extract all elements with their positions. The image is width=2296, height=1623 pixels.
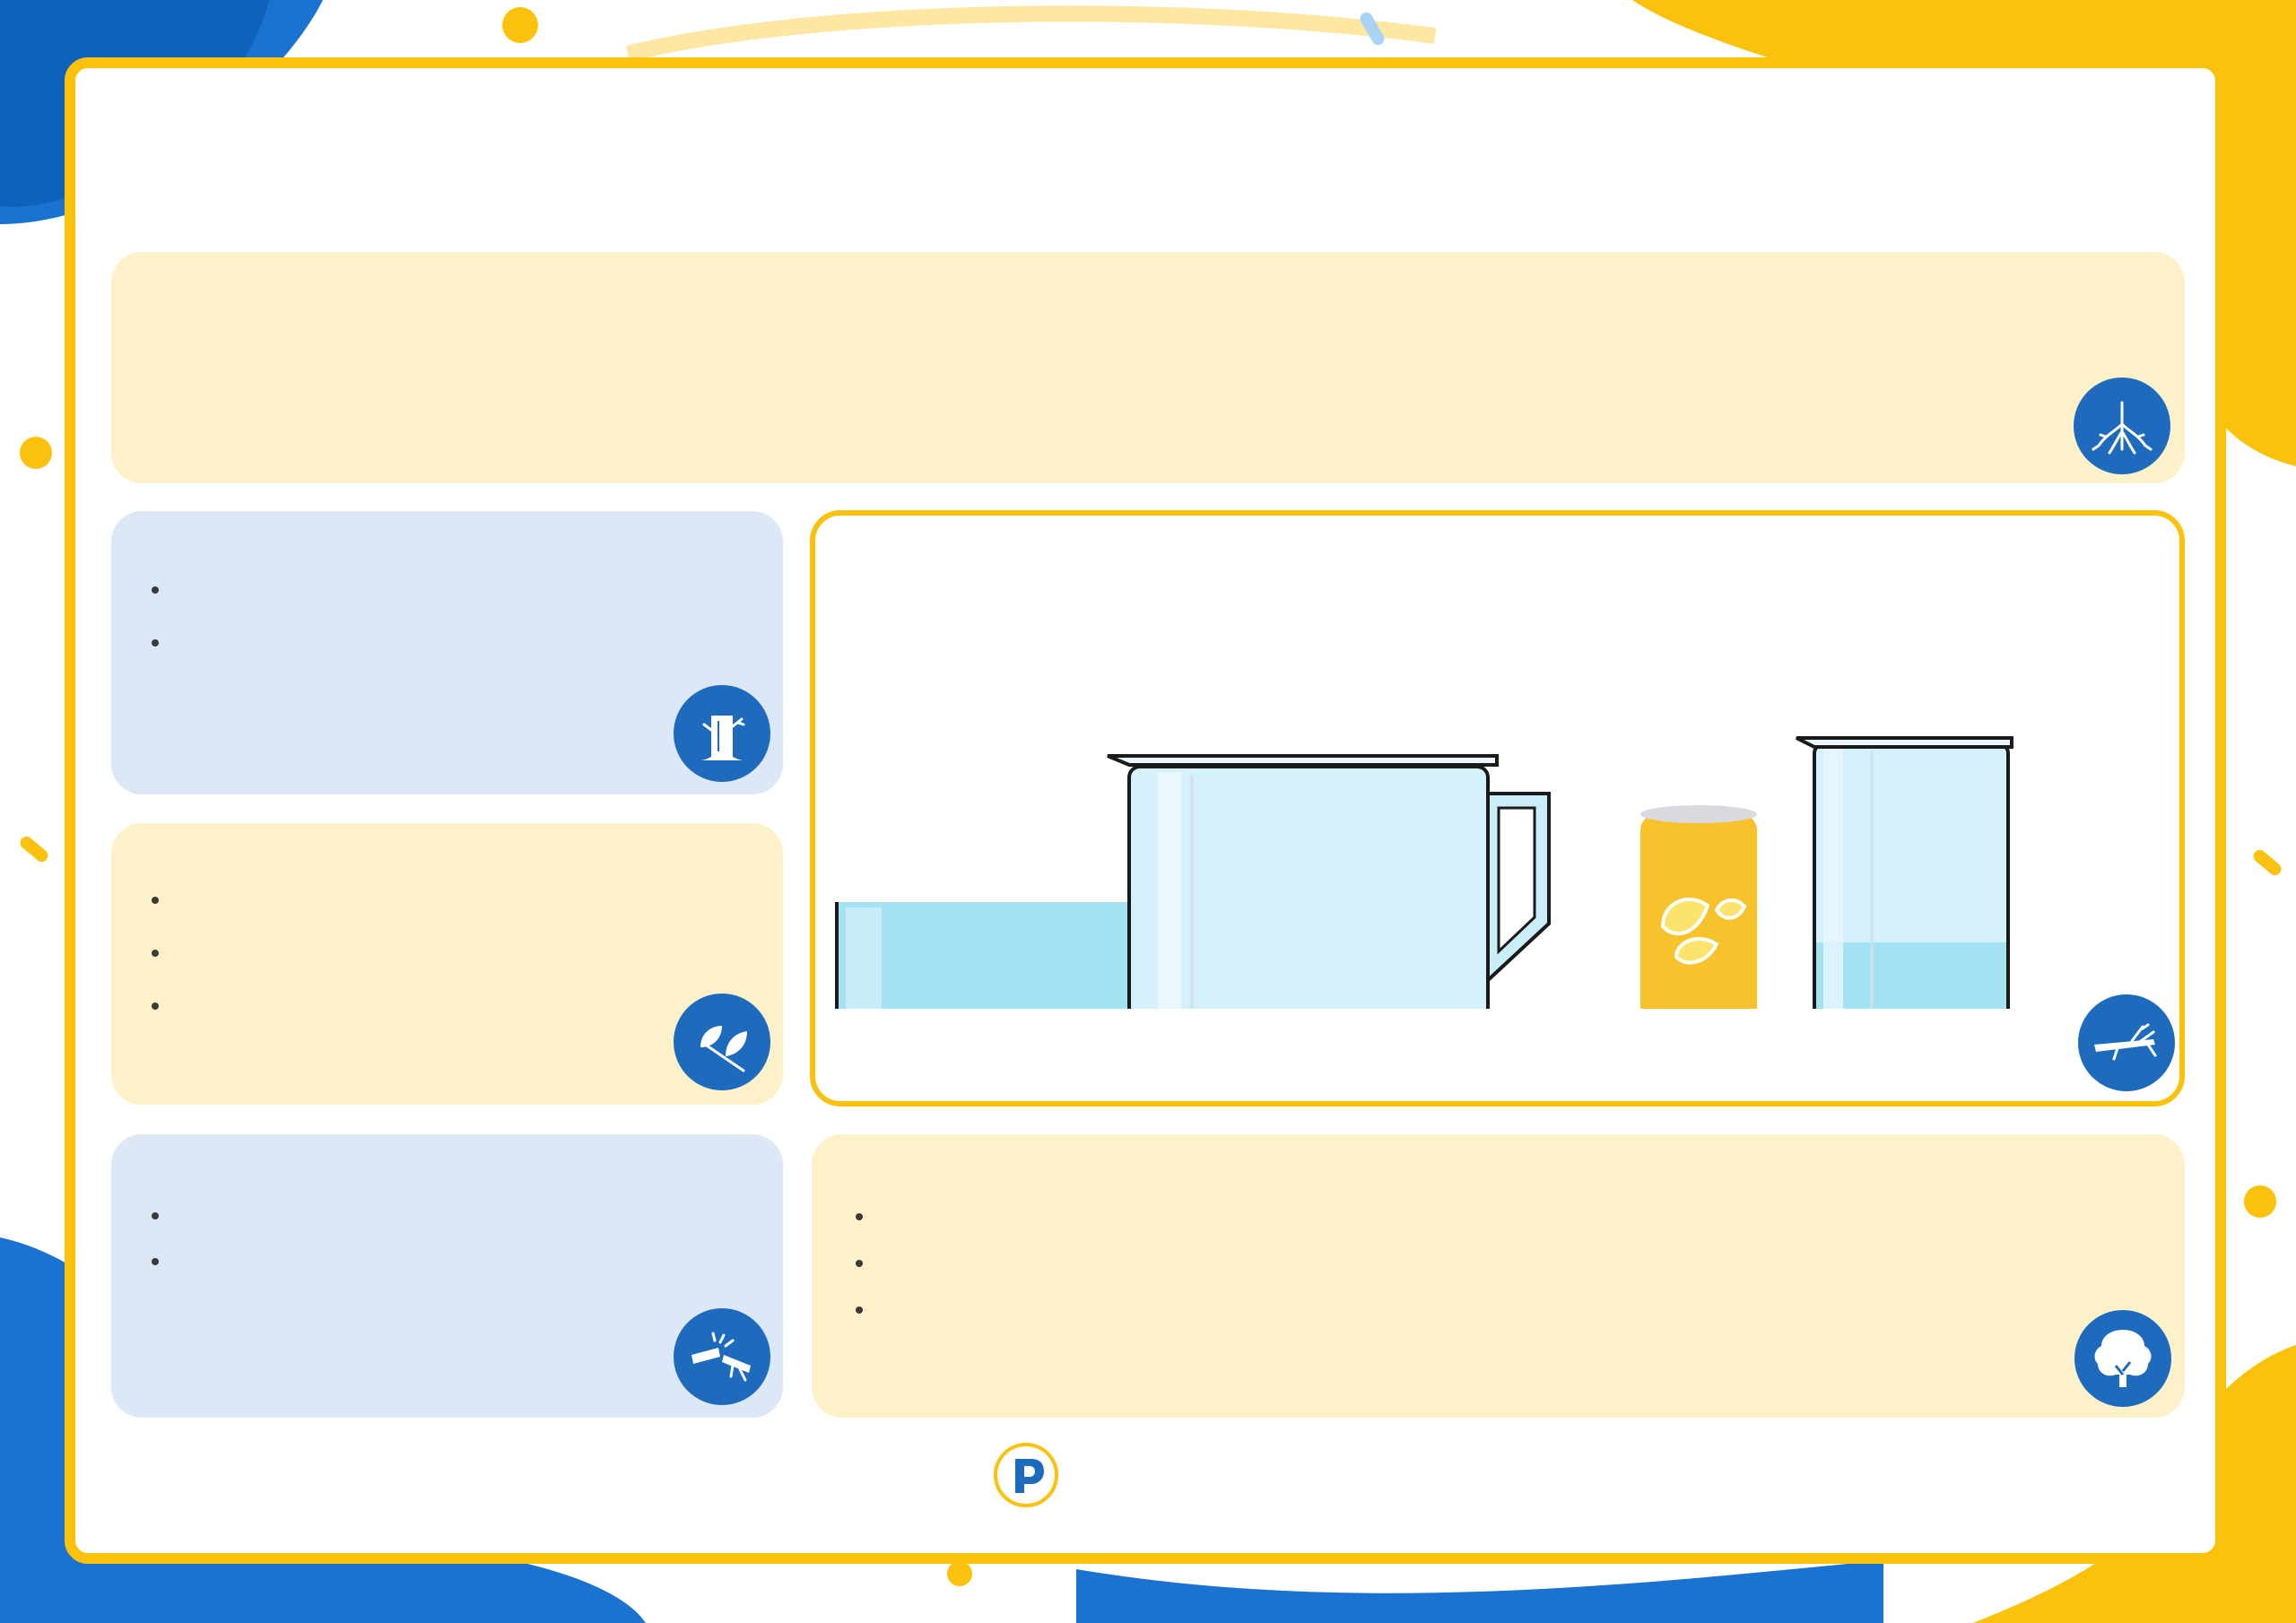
list-item (172, 1245, 778, 1277)
broken-branch-icon (674, 1308, 770, 1405)
branch-icon (2078, 994, 2175, 1091)
flourish-list (846, 1201, 2177, 1347)
list-item (172, 884, 710, 916)
vocabulary-list (142, 884, 710, 1043)
tree-trunk-icon (674, 685, 770, 782)
planpanion-logo (994, 1443, 1058, 1507)
lemonade-liquid (1814, 942, 2008, 1009)
measuring-jug-full (1106, 756, 1549, 1009)
list-item (876, 1201, 2177, 1232)
stem-sentences-list (142, 574, 791, 680)
list-item (876, 1294, 2177, 1325)
flourish-panel (812, 1134, 2185, 1418)
rationale-panel (111, 252, 2185, 483)
list-item (172, 937, 710, 968)
leaves-icon (674, 994, 770, 1090)
roots-icon (2074, 378, 2170, 474)
errors-panel (111, 1134, 783, 1418)
vocabulary-panel (111, 823, 783, 1105)
measuring-containers-illustration (815, 596, 2071, 1009)
measuring-jug-partial (1796, 738, 2012, 1009)
lemonade-can (1640, 805, 1757, 1009)
errors-list (142, 1200, 778, 1298)
full-tree-icon (2074, 1310, 2171, 1407)
representations-panel (810, 510, 2185, 1107)
list-item (172, 627, 791, 658)
list-item (172, 990, 710, 1021)
list-item (876, 1247, 2177, 1279)
stem-sentences-panel (111, 511, 783, 794)
list-item (172, 1200, 778, 1231)
list-item (172, 574, 791, 605)
